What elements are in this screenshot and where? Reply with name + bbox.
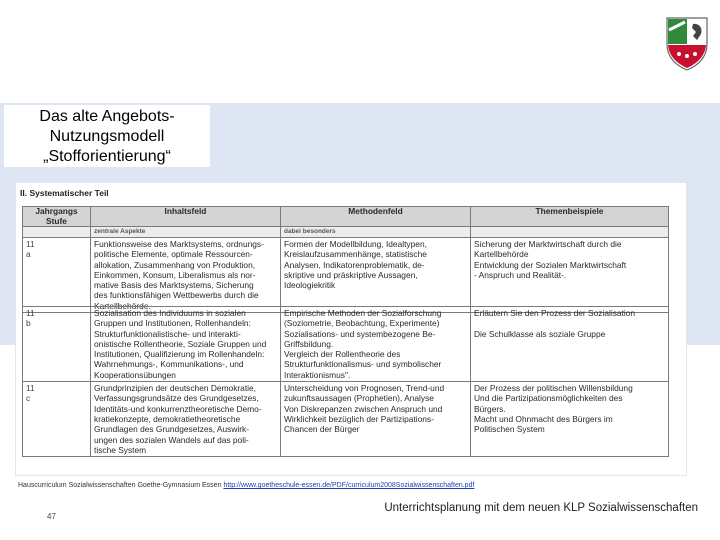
- curriculum-table-top: [22, 206, 669, 313]
- cell-text-line: b: [26, 318, 31, 329]
- cell-text-line: politische Elemente, optimale Ressourcen-: [94, 249, 253, 260]
- cell-stufe: [23, 238, 91, 313]
- subheader-cell: [23, 227, 91, 238]
- cell-text-line: skriptive und präskriptive Aussagen,: [284, 269, 418, 280]
- cell-text-line: Einkommen, Konsum, Liberalismus als nor-: [94, 269, 256, 280]
- cell-text-line: Strukturfunktionalistische- und interakti-: [94, 328, 241, 339]
- page-number: 47: [47, 512, 56, 521]
- cell-text-line: kratiekonzepte, demokratietheoretische: [94, 413, 241, 424]
- cell-text-line: Und die Partizipationsmöglichkeiten des: [474, 393, 623, 404]
- cell-text-line: 11: [26, 239, 35, 249]
- slide-title-line: „Stofforientierung“: [43, 148, 171, 165]
- header-methodenfeld: Methodenfeld: [281, 207, 471, 227]
- cell-text-line: Unterscheidung von Prognosen, Trend-und: [284, 383, 445, 394]
- section-title: II. Systematischer Teil: [20, 188, 109, 198]
- cell-text-line: ungen des sozialen Wandels auf das poli-: [94, 434, 249, 445]
- cell-inhaltsfeld: [91, 307, 281, 382]
- coat-of-arms-logo: [663, 14, 711, 72]
- cell-text-line: c: [26, 393, 31, 404]
- subheader-cell: [471, 227, 669, 238]
- cell-themen: [471, 382, 669, 457]
- cell-methodenfeld: [281, 238, 471, 313]
- cell-methodenfeld: [281, 382, 471, 457]
- cell-text-line: 11: [26, 308, 35, 318]
- source-link[interactable]: http://www.goetheschule-essen.de/PDF/curriculum2008Sozialwissenschaften.pdf: [223, 482, 475, 489]
- table-row: [23, 238, 669, 313]
- cell-text-line: Ideologiekritik: [284, 280, 336, 291]
- cell-text-line: - Anspruch und Realität-.: [474, 269, 567, 280]
- cell-text-line: tische System: [94, 444, 147, 455]
- cell-inhaltsfeld: [91, 238, 281, 313]
- cell-inhaltsfeld: [91, 382, 281, 457]
- cell-text-line: Empirische Methoden der Sozialforschung: [284, 308, 442, 318]
- cell-text-line: Kooperationsübungen: [94, 369, 176, 380]
- curriculum-table-bottom: [22, 306, 669, 457]
- header-themen: Themenbeispiele: [471, 207, 669, 227]
- slide-title-line: Nutzungsmodell: [49, 128, 165, 145]
- cell-text-line: onistische Rollentheorie, Soziale Gruppen und: [94, 338, 267, 349]
- header-inhaltsfeld: Inhaltsfeld: [91, 207, 281, 227]
- cell-text-line: Bürgers.: [474, 403, 506, 414]
- cell-text-line: Wirklichkeit bezüglich der Partizipations-: [284, 413, 434, 424]
- cell-text-line: Funktionsweise des Marktsystems, ordnungs-: [94, 239, 264, 249]
- cell-text-line: Die Schulklasse als soziale Gruppe: [474, 328, 606, 339]
- cell-text-line: Verfassungsgrundsätze des Grundgesetzes,: [94, 393, 259, 404]
- cell-text-line: Identitäts-und konkurrenztheoretische Demo-: [94, 403, 262, 414]
- table-header-row: [23, 207, 669, 227]
- table-row: [23, 307, 669, 382]
- cell-stufe: [23, 307, 91, 382]
- cell-text-line: Entwicklung der Sozialen Marktwirtschaft: [474, 259, 627, 270]
- cell-text-line: Macht und Ohnmacht des Bürgers im: [474, 413, 613, 424]
- subheader-cell: zentrale Aspekte: [91, 227, 281, 238]
- cell-methodenfeld: [281, 307, 471, 382]
- cell-text-line: Erläutern Sie den Prozess der Sozialisation: [474, 308, 636, 318]
- cell-text-line: [474, 318, 665, 328]
- header-stufe: Jahrgangs Stufe: [23, 207, 91, 227]
- cell-text-line: Formen der Modellbildung, Idealtypen,: [284, 239, 427, 249]
- slide-title: [4, 105, 210, 167]
- cell-themen: [471, 307, 669, 382]
- table-row: [23, 382, 669, 457]
- cell-text-line: Chancen der Bürger: [284, 424, 360, 435]
- cell-text-line: Von Diskrepanzen zwischen Anspruch und: [284, 403, 443, 414]
- cell-text-line: Kartellbehörde.: [94, 300, 151, 311]
- cell-text-line: des funktionsfähigen Wettbewerbs durch die: [94, 290, 259, 301]
- table-subheader-row: [23, 227, 669, 238]
- cell-text-line: Institutionen, Qualifizierung im Rollenhandeln:: [94, 349, 265, 360]
- slide-title-line: Das alte Angebots-: [39, 108, 175, 125]
- cell-text-line: 11: [26, 383, 35, 394]
- cell-text-line: a: [26, 249, 31, 260]
- cell-themen: [471, 238, 669, 313]
- cell-text-line: Grundprinzipien der deutschen Demokratie,: [94, 383, 257, 394]
- source-citation: [18, 482, 474, 489]
- cell-text-line: Analysen, Indikatorenproblematik, de-: [284, 259, 425, 270]
- cell-text-line: Politischen System: [474, 424, 545, 435]
- cell-text-line: Kartellbehörde: [474, 249, 529, 260]
- cell-text-line: allokation, Zusammenhang von Produktion,: [94, 259, 256, 270]
- cell-text-line: Strukturfunktionalismus- und symbolischer: [284, 359, 442, 370]
- cell-text-line: Der Prozess der politischen Willensbildung: [474, 383, 633, 394]
- cell-text-line: Vergleich der Rollentheorie des: [284, 349, 401, 360]
- cell-text-line: Grundlagen des Grundgesetzes, Auswirk-: [94, 424, 250, 435]
- cell-text-line: (Soziometrie, Beobachtung, Experimente): [284, 318, 440, 329]
- cell-text-line: Gruppen und Institutionen, Rollenhandeln:: [94, 318, 251, 329]
- footer-course-title: Unterrichtsplanung mit dem neuen KLP Sozialwissenschaften: [384, 502, 698, 514]
- cell-text-line: Interaktionismus".: [284, 369, 351, 380]
- cell-text-line: mative Basis des Marktsystems, Sicherung: [94, 280, 254, 291]
- subheader-cell: dabei besonders: [281, 227, 471, 238]
- cell-text-line: Sozialisation des Individuums in sozialen: [94, 308, 246, 318]
- cell-text-line: Sozialisations- und systembezogene Be-: [284, 328, 436, 339]
- cell-text-line: Sicherung der Marktwirtschaft durch die: [474, 239, 622, 249]
- cell-text-line: zukunftsaussagen (Prophetien), Analyse: [284, 393, 434, 404]
- cell-text-line: Kreislaufzusammenhänge, statistische: [284, 249, 427, 260]
- cell-text-line: Wahrnehmungs-, Kommunikations-, und: [94, 359, 244, 370]
- cell-text-line: Griffsbildung.: [284, 338, 334, 349]
- cell-stufe: [23, 382, 91, 457]
- source-prefix: Hauscurriculum Sozialwissenschaften Goethe-Gymnasium Essen: [18, 482, 222, 489]
